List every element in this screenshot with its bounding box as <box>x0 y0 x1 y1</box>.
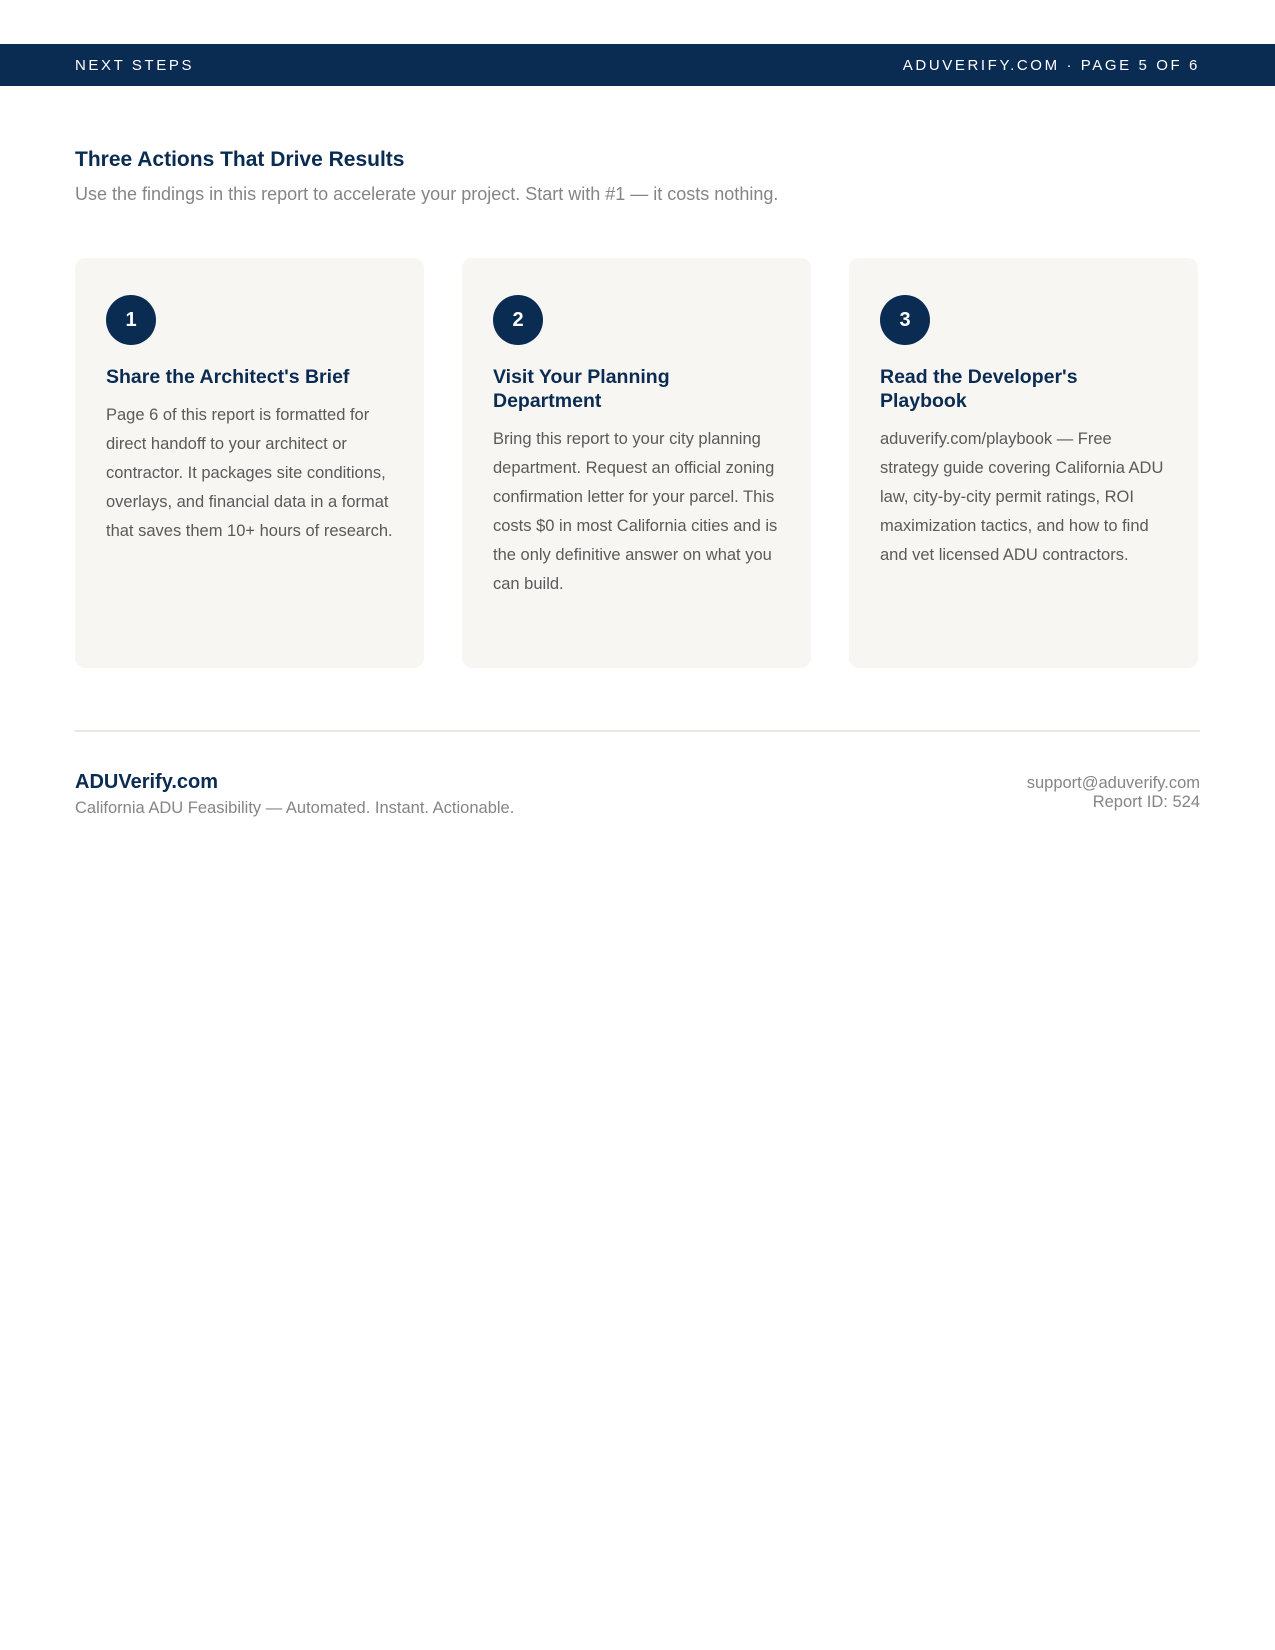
card-body: Bring this report to your city planning department. Request an official zoning confirmation letter for your parcel. This costs $0 in most California cities and is the only definitive answer on what you can build. <box>493 430 778 593</box>
page-subtitle: Use the findings in this report to accelerate your project. Start with #1 — it costs nothing. <box>75 184 779 204</box>
card-body: Page 6 of this report is formatted for direct handoff to your architect or contractor. It packages site conditions, overlays, and financial data in a format that saves them 10+ hours of research. <box>106 406 393 540</box>
page-title: Three Actions That Drive Results <box>75 148 405 171</box>
card-body: aduverify.com/playbook — Free strategy guide covering California ADU law, city-by-city permit ratings, ROI maximization tactics, and how to find and vet licensed ADU contractors. <box>880 430 1164 564</box>
step-number-badge: 2 <box>493 295 543 345</box>
action-card-developer-playbook <box>849 258 1198 668</box>
card-title: Read the Developer's Playbook <box>880 366 1078 412</box>
brand-tagline: California ADU Feasibility — Automated. Instant. Actionable. <box>75 799 515 817</box>
section-label: NEXT STEPS <box>75 56 195 74</box>
footer-divider <box>75 730 1200 732</box>
intro-section <box>75 146 1200 206</box>
footer-branding <box>75 770 514 818</box>
action-cards <box>75 258 1200 668</box>
support-email: support@aduverify.com <box>1026 774 1200 792</box>
card-title: Visit Your Planning Department <box>493 366 670 412</box>
card-title: Share the Architect's Brief <box>106 366 350 388</box>
action-card-architect-brief <box>75 258 424 668</box>
footer-contact <box>1027 774 1200 812</box>
step-number-badge: 3 <box>880 295 930 345</box>
action-card-planning-department <box>462 258 811 668</box>
report-id: Report ID: 524 <box>1092 793 1200 811</box>
step-number-badge: 1 <box>106 295 156 345</box>
header-bar <box>0 44 1275 86</box>
brand-name: ADUVerify.com <box>75 771 219 793</box>
site-and-page-indicator: ADUVERIFY.COM · PAGE 5 OF 6 <box>902 56 1200 74</box>
